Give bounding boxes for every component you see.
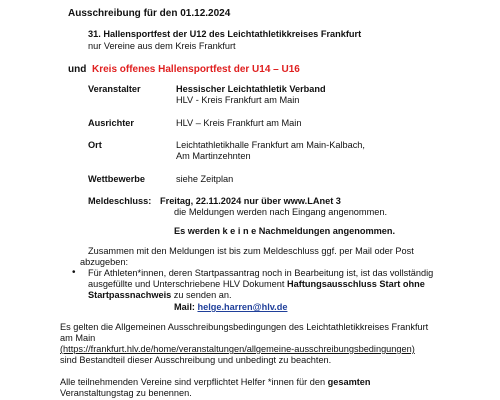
meldeschluss-value-1: Freitag, 22.11.2024 nur über www.LAnet 3 (160, 196, 341, 206)
mail-label: Mail: (174, 302, 198, 312)
gesamten-text: gesamten (327, 377, 371, 387)
conditions-line-4: sind Bestandteil dieser Ausschreibung und unbedingt zu beachten. (60, 355, 332, 365)
ausrichter-label: Ausrichter (88, 118, 134, 128)
mail-link[interactable]: helge.harren@hlv.de (197, 302, 288, 312)
bullet-icon: • (72, 267, 76, 278)
intro-line-2: abzugeben: (80, 257, 129, 267)
veranstalter-value-1: Hessischer Leichtathletik Verband (176, 84, 326, 94)
meldeschluss-value-3: Es werden k e i n e Nachmeldungen angenommen. (174, 226, 396, 236)
open-event-title: Kreis offenes Hallensportfest der U14 – U16 (92, 64, 300, 75)
bullet-line-2-text: ausgefüllte und Unterschriebene HLV Dokument (88, 279, 288, 289)
mail-line (174, 302, 287, 313)
wettbewerbe-value: siehe Zeitplan (176, 174, 234, 184)
haftungsausschluss-text: Haftungsausschluss Start ohne (287, 279, 425, 289)
and-label: und (68, 64, 87, 75)
veranstalter-value-2: HLV - Kreis Frankfurt am Main (176, 95, 300, 105)
meldeschluss-value-2: die Meldungen werden nach Eingang angenommen. (174, 207, 387, 217)
helpers-line-1 (60, 377, 371, 388)
ort-value-2: Am Martinzehnten (176, 151, 251, 161)
intro-line-1: Zusammen mit den Meldungen ist bis zum Meldeschluss ggf. per Mail oder Post (88, 246, 414, 256)
helpers-line-1-text: Alle teilnehmenden Vereine sind verpflichtet Helfer *innen für den (60, 377, 328, 387)
header-title: Ausschreibung für den 01.12.2024 (68, 8, 231, 19)
ort-label: Ort (88, 140, 102, 150)
conditions-line-2: am Main (60, 333, 96, 343)
ort-value-1: Leichtathletikhalle Frankfurt am Main-Kalbach, (176, 140, 365, 150)
bullet-line-1: Für Athleten*innen, deren Startpassantrag noch in Bearbeitung ist, ist das vollständig (88, 268, 434, 278)
veranstalter-label: Veranstalter (88, 84, 141, 94)
wettbewerbe-label: Wettbewerbe (88, 174, 146, 184)
conditions-line-1: Es gelten die Allgemeinen Ausschreibungsbedingungen des Leichtathletikkreises Frankfurt (60, 322, 429, 332)
bullet-line-3 (88, 290, 232, 301)
conditions-link[interactable]: (https://frankfurt.hlv.de/home/veranstaltungen/allgemeine-ausschreibungsbedingungen) (60, 344, 415, 354)
ausrichter-value: HLV – Kreis Frankfurt am Main (176, 118, 302, 128)
meldeschluss-label: Meldeschluss: (88, 196, 152, 206)
event-subtitle: nur Vereine aus dem Kreis Frankfurt (88, 41, 236, 51)
event-title: 31. Hallensportfest der U12 des Leichtathletikkreises Frankfurt (88, 29, 362, 39)
helpers-line-2: Veranstaltungstag zu benennen. (60, 388, 192, 398)
bullet-line-3-text: zu senden an. (171, 290, 232, 300)
startpassnachweis-text: Startpassnachweis (88, 290, 172, 300)
bullet-line-2 (88, 279, 425, 290)
